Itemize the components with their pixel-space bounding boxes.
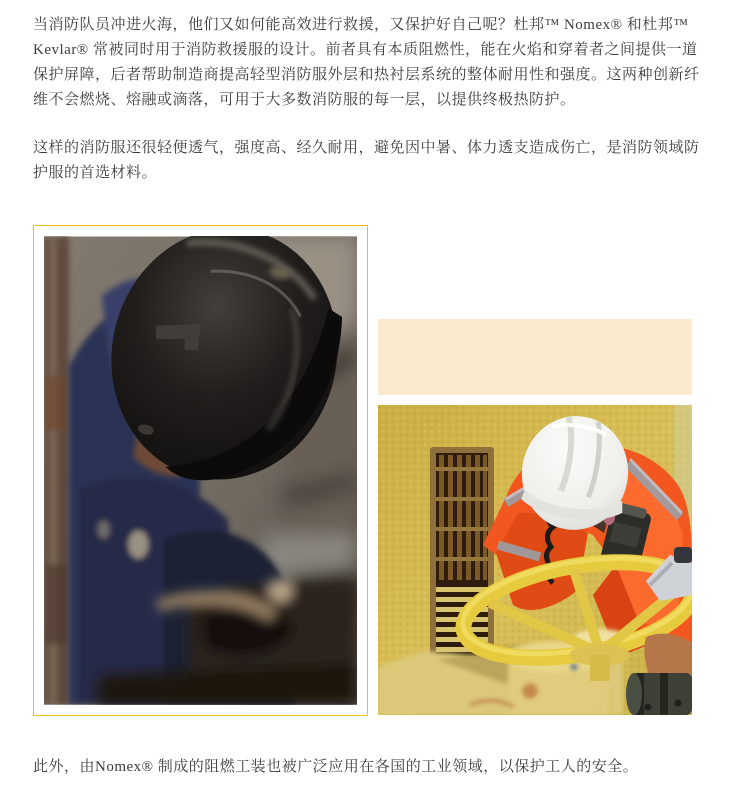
media-row	[33, 225, 712, 716]
beige-accent-block	[378, 319, 692, 395]
right-column	[378, 225, 692, 715]
right-photo-wrap	[378, 405, 692, 715]
paragraph-benefits: 这样的消防服还很轻便透气，强度高、经久耐用，避免因中暑、体力透支造成伤亡，是消防领域防护服的首选材料。	[33, 140, 700, 181]
rusty-pole	[44, 236, 69, 704]
right-photo	[378, 405, 692, 715]
left-photo-frame	[33, 225, 368, 716]
paragraph-intro: 当消防队员冲进火海，他们又如何能高效进行救援，又保护好自己呢？杜邦™ Nomex® 和杜邦™ Kevlar® 常被同时用于消防救援服的设计。前者具有本质阻燃性，能在火焰和穿着者之间提供一道保护屏障，后者帮助制造商提高轻型消防服外层和热衬层系统的整体耐用性和强度。这两种创新纤维不会燃烧、熔融或滴落，可用于大多数消防服的每一层，以提供终极热防护。	[33, 17, 700, 108]
dark-pipe	[626, 673, 692, 715]
paragraph-industry: 此外，由Nomex® 制成的阻燃工装也被广泛应用在各国的工业领域，以保护工人的安全。	[33, 759, 639, 775]
left-photo	[44, 236, 357, 705]
